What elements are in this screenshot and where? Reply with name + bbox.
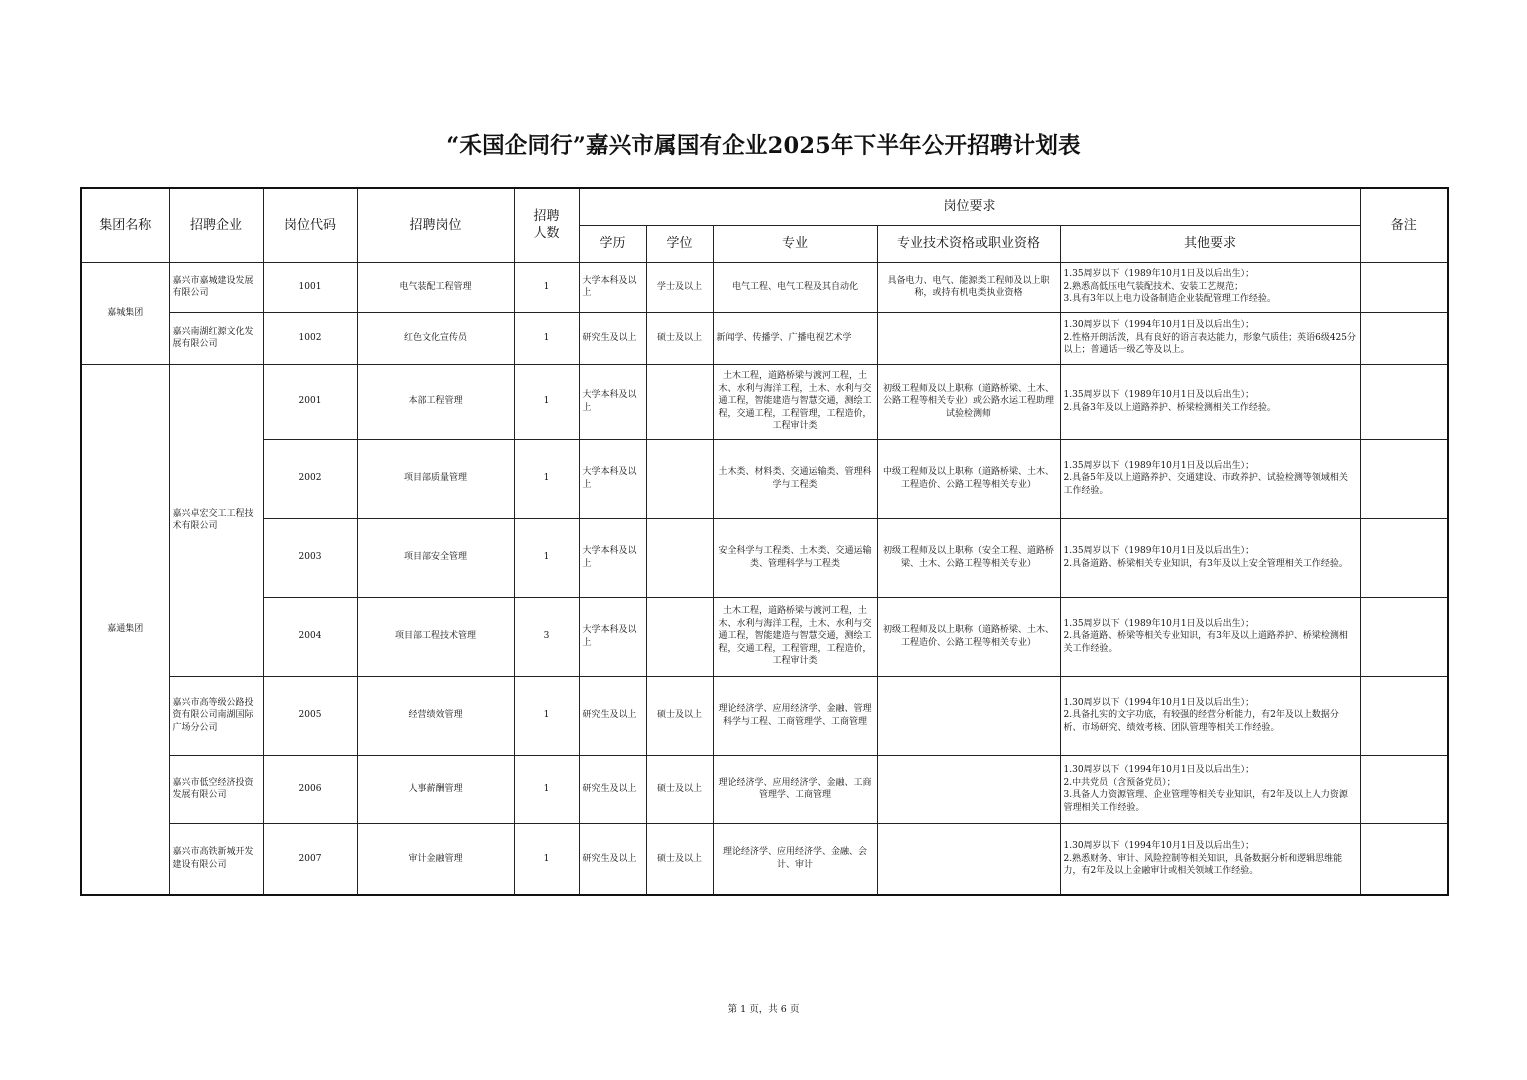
- count-cell: 1: [514, 364, 579, 439]
- qual-cell: [877, 823, 1060, 895]
- other-line: 1.35周岁以下（1989年10月1日及以后出生）；: [1063, 546, 1255, 556]
- recruitment-plan-table: [80, 187, 1449, 896]
- code-cell: 2002: [263, 439, 357, 518]
- qual-cell: [877, 755, 1060, 823]
- other-line: 2.具备5年及以上道路养护、交通建设、市政养护、试验检测等领域相关工作经验。: [1063, 473, 1348, 496]
- company-cell: 嘉兴南湖红源文化发展有限公司: [169, 312, 263, 364]
- major-cell: 土木类、材料类、交通运输类、管理科学与工程类: [713, 439, 877, 518]
- header-degree: 学位: [646, 225, 713, 262]
- edu-cell: 大学本科及以上: [579, 262, 646, 312]
- count-cell: 1: [514, 518, 579, 597]
- qual-cell: 初级工程师及以上职称（安全工程、道路桥梁、土木、公路工程等相关专业）: [877, 518, 1060, 597]
- code-cell: 2001: [263, 364, 357, 439]
- other-cell: [1060, 676, 1360, 755]
- degree-cell: [646, 518, 713, 597]
- header-remark: 备注: [1360, 188, 1448, 262]
- other-line: 1.35周岁以下（1989年10月1日及以后出生）；: [1063, 618, 1255, 629]
- header-count-label: 招聘人数: [533, 209, 560, 242]
- header-requirements: 岗位要求: [579, 188, 1360, 225]
- header-group: 集团名称: [81, 188, 169, 262]
- degree-cell: 硕士及以上: [646, 676, 713, 755]
- remark-cell: [1360, 364, 1448, 439]
- header-position: 招聘岗位: [357, 188, 514, 262]
- count-cell: 3: [514, 597, 579, 676]
- remark-cell: [1360, 439, 1448, 518]
- qual-cell: 中级工程师及以上职称（道路桥梁、土木、工程造价、公路工程等相关专业）: [877, 439, 1060, 518]
- edu-cell: 研究生及以上: [579, 823, 646, 895]
- code-cell: 2005: [263, 676, 357, 755]
- code-cell: 2006: [263, 755, 357, 823]
- other-line: 2.熟悉财务、审计、风险控制等相关知识，具备数据分析和逻辑思维能力，有2年及以上金融审计或相关领域工作经验。: [1063, 853, 1343, 876]
- qual-cell: 初级工程师及以上职称（道路桥梁、土木、工程造价、公路工程等相关专业）: [877, 597, 1060, 676]
- header-code: 岗位代码: [263, 188, 357, 262]
- major-cell: 土木工程，道路桥梁与渡河工程，土木、水利与海洋工程，土木、水利与交通工程，智能建造与智慧交通，测绘工程，交通工程，工程管理，工程造价，工程审计类: [713, 597, 877, 676]
- major-cell: 理论经济学、应用经济学、金融、工商管理学、工商管理: [713, 755, 877, 823]
- qual-cell: 初级工程师及以上职称（道路桥梁、土木、公路工程等相关专业）或公路水运工程助理试验检测师: [877, 364, 1060, 439]
- header-qual: 专业技术资格或职业资格: [877, 225, 1060, 262]
- code-cell: 2004: [263, 597, 357, 676]
- other-cell: [1060, 262, 1360, 312]
- company-cell: 嘉兴市嘉城建设发展有限公司: [169, 262, 263, 312]
- other-line: 1.30周岁以下（1994年10月1日及以后出生）；: [1063, 765, 1255, 775]
- header-other: 其他要求: [1060, 225, 1360, 262]
- other-line: 2.具备扎实的文字功底，有较强的经营分析能力，有2年及以上数据分析、市场研究、绩效考核、团队管理等相关工作经验。: [1063, 710, 1339, 733]
- other-cell: [1060, 439, 1360, 518]
- position-cell: 人事薪酬管理: [357, 755, 514, 823]
- group-cell: 嘉城集团: [81, 262, 169, 364]
- position-cell: 项目部工程技术管理: [357, 597, 514, 676]
- degree-cell: 硕士及以上: [646, 823, 713, 895]
- other-line: 2.熟悉高低压电气装配技术、安装工艺规范；: [1063, 281, 1244, 292]
- other-line: 3.具备人力资源管理、企业管理等相关专业知识，有2年及以上人力资源管理相关工作经验。: [1063, 790, 1348, 813]
- code-cell: 2007: [263, 823, 357, 895]
- other-line: 1.35周岁以下（1989年10月1日及以后出生）；: [1063, 269, 1255, 280]
- degree-cell: [646, 439, 713, 518]
- count-cell: 1: [514, 439, 579, 518]
- other-line: 2.性格开朗活泼，具有良好的语言表达能力，形象气质佳；英语6级425分以上；普通话一级乙等及以上。: [1063, 332, 1356, 356]
- other-line: 2.具备3年及以上道路养护、桥梁检测相关工作经验。: [1063, 402, 1276, 413]
- header-major: 专业: [713, 225, 877, 262]
- position-cell: 项目部质量管理: [357, 439, 514, 518]
- other-line: 2.中共党员（含预备党员）；: [1063, 777, 1176, 788]
- degree-cell: 硕士及以上: [646, 755, 713, 823]
- remark-cell: [1360, 676, 1448, 755]
- table-row: [81, 755, 1448, 823]
- major-cell: 安全科学与工程类、土木类、交通运输类、管理科学与工程类: [713, 518, 877, 597]
- degree-cell: [646, 364, 713, 439]
- edu-cell: 研究生及以上: [579, 676, 646, 755]
- other-cell: [1060, 518, 1360, 597]
- qual-cell: [877, 312, 1060, 364]
- major-cell: 电气工程、电气工程及其自动化: [713, 262, 877, 312]
- other-line: 1.35周岁以下（1989年10月1日及以后出生）；: [1063, 390, 1255, 400]
- count-cell: 1: [514, 755, 579, 823]
- other-cell: [1060, 312, 1360, 364]
- edu-cell: 大学本科及以上: [579, 364, 646, 439]
- position-cell: 本部工程管理: [357, 364, 514, 439]
- edu-cell: 大学本科及以上: [579, 518, 646, 597]
- other-line: 1.30周岁以下（1994年10月1日及以后出生）；: [1063, 841, 1255, 851]
- company-cell: 嘉兴市低空经济投资发展有限公司: [169, 755, 263, 823]
- table-row: [81, 262, 1448, 312]
- code-cell: 2003: [263, 518, 357, 597]
- count-cell: 1: [514, 676, 579, 755]
- edu-cell: 研究生及以上: [579, 312, 646, 364]
- position-cell: 红色文化宣传员: [357, 312, 514, 364]
- other-line: 3.具有3年以上电力设备制造企业装配管理工作经验。: [1063, 294, 1276, 305]
- degree-cell: 硕士及以上: [646, 312, 713, 364]
- position-cell: 审计金融管理: [357, 823, 514, 895]
- other-cell: [1060, 755, 1360, 823]
- other-cell: [1060, 597, 1360, 676]
- position-cell: 经营绩效管理: [357, 676, 514, 755]
- header-company: 招聘企业: [169, 188, 263, 262]
- header-row-1: [81, 188, 1448, 225]
- remark-cell: [1360, 755, 1448, 823]
- other-line: 2.具备道路、桥梁等相关专业知识，有3年及以上道路养护、桥梁检测相关工作经验。: [1063, 631, 1348, 654]
- table-row: [81, 823, 1448, 895]
- other-line: 1.30周岁以下（1994年10月1日及以后出生）；: [1063, 697, 1255, 708]
- count-cell: 1: [514, 823, 579, 895]
- position-cell: 项目部安全管理: [357, 518, 514, 597]
- code-cell: 1001: [263, 262, 357, 312]
- code-cell: 1002: [263, 312, 357, 364]
- degree-cell: [646, 597, 713, 676]
- major-cell: 理论经济学、应用经济学、金融、管理科学与工程、工商管理学、工商管理: [713, 676, 877, 755]
- other-line: 2.具备道路、桥梁相关专业知识，有3年及以上安全管理相关工作经验。: [1063, 558, 1348, 569]
- table-row: [81, 676, 1448, 755]
- edu-cell: 大学本科及以上: [579, 439, 646, 518]
- remark-cell: [1360, 823, 1448, 895]
- degree-cell: 学士及以上: [646, 262, 713, 312]
- qual-cell: 具备电力、电气、能源类工程师及以上职称，或持有机电类执业资格: [877, 262, 1060, 312]
- page-footer: 第 1 页，共 6 页: [727, 1004, 800, 1015]
- company-cell: 嘉兴市高等级公路投资有限公司南湖国际广场分公司: [169, 676, 263, 755]
- group-cell: 嘉通集团: [81, 364, 169, 895]
- table-row: [81, 364, 1448, 439]
- edu-cell: 研究生及以上: [579, 755, 646, 823]
- major-cell: 新闻学、传播学、广播电视艺术学: [713, 312, 877, 364]
- remark-cell: [1360, 518, 1448, 597]
- company-cell: 嘉兴市高铁新城开发建设有限公司: [169, 823, 263, 895]
- other-line: 1.30周岁以下（1994年10月1日及以后出生）；: [1063, 320, 1255, 331]
- table-row: [81, 312, 1448, 364]
- remark-cell: [1360, 262, 1448, 312]
- other-cell: [1060, 364, 1360, 439]
- edu-cell: 大学本科及以上: [579, 597, 646, 676]
- remark-cell: [1360, 597, 1448, 676]
- other-cell: [1060, 823, 1360, 895]
- remark-cell: [1360, 312, 1448, 364]
- company-cell: 嘉兴卓宏交工工程技术有限公司: [169, 364, 263, 676]
- position-cell: 电气装配工程管理: [357, 262, 514, 312]
- table-row: [81, 439, 1448, 518]
- header-count: [514, 188, 579, 262]
- major-cell: 土木工程，道路桥梁与渡河工程，土木、水利与海洋工程，土木、水利与交通工程，智能建造与智慧交通，测绘工程，交通工程，工程管理，工程造价，工程审计类: [713, 364, 877, 439]
- table-row: [81, 597, 1448, 676]
- other-line: 1.35周岁以下（1989年10月1日及以后出生）；: [1063, 460, 1255, 471]
- header-edu: 学历: [579, 225, 646, 262]
- page-title: “禾国企同行”嘉兴市属国有企业2025年下半年公开招聘计划表: [446, 133, 1081, 159]
- count-cell: 1: [514, 262, 579, 312]
- count-cell: 1: [514, 312, 579, 364]
- table-row: [81, 518, 1448, 597]
- qual-cell: [877, 676, 1060, 755]
- major-cell: 理论经济学、应用经济学、金融、会计、审计: [713, 823, 877, 895]
